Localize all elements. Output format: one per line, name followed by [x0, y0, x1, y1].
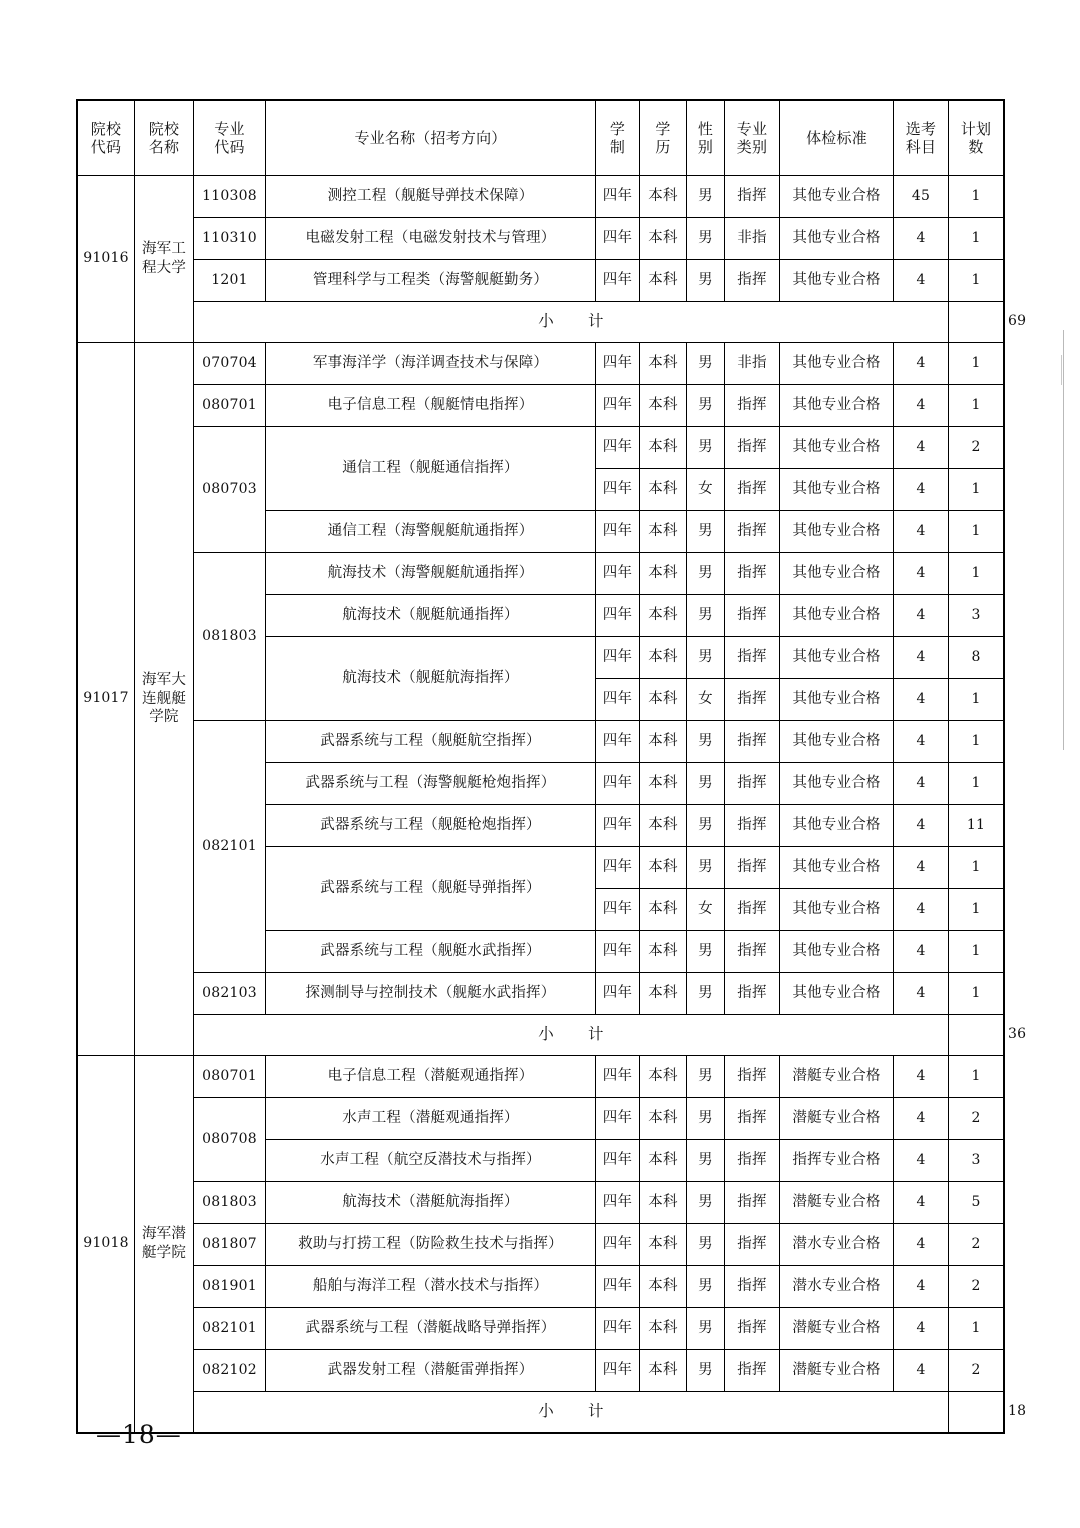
degree-cell: 本科 [640, 176, 687, 218]
plan-count-cell: 1 [949, 511, 1004, 553]
category-cell: 指挥 [725, 1140, 780, 1182]
years-cell: 四年 [596, 805, 640, 847]
header-years: 学 制 [596, 101, 640, 176]
major-name-cell: 武器系统与工程（舰艇枪炮指挥） [266, 805, 596, 847]
major-name-cell: 军事海洋学（海洋调查技术与保障） [266, 343, 596, 385]
physical-standard-cell: 其他专业合格 [780, 427, 894, 469]
table-row [78, 176, 1004, 218]
major-name-cell: 救助与打捞工程（防险救生技术与指挥） [266, 1224, 596, 1266]
years-cell: 四年 [596, 889, 640, 931]
years-cell: 四年 [596, 1266, 640, 1308]
elective-subject-cell: 4 [894, 889, 949, 931]
plan-count-cell: 1 [949, 553, 1004, 595]
school-name-cell: 海军大连舰艇学院 [135, 343, 194, 1056]
table-row [78, 1056, 1004, 1098]
major-code-cell: 080708 [194, 1098, 266, 1182]
major-code-cell: 110308 [194, 176, 266, 218]
category-cell: 指挥 [725, 1308, 780, 1350]
header-elective-subject: 选考 科目 [894, 101, 949, 176]
physical-standard-cell: 其他专业合格 [780, 637, 894, 679]
category-cell: 指挥 [725, 763, 780, 805]
page-number: —18— [96, 1420, 182, 1449]
years-cell: 四年 [596, 427, 640, 469]
physical-standard-cell: 其他专业合格 [780, 763, 894, 805]
major-name-cell: 探测制导与控制技术（舰艇水武指挥） [266, 973, 596, 1015]
sex-cell: 男 [687, 847, 725, 889]
years-cell: 四年 [596, 931, 640, 973]
category-cell: 指挥 [725, 637, 780, 679]
sex-cell: 男 [687, 721, 725, 763]
elective-subject-cell: 4 [894, 847, 949, 889]
sex-cell: 男 [687, 805, 725, 847]
physical-standard-cell: 指挥专业合格 [780, 1140, 894, 1182]
sex-cell: 女 [687, 889, 725, 931]
table-row [78, 721, 1004, 763]
elective-subject-cell: 4 [894, 1056, 949, 1098]
degree-cell: 本科 [640, 343, 687, 385]
major-name-cell: 武器系统与工程（潜艇战略导弹指挥） [266, 1308, 596, 1350]
school-code-cell: 91018 [78, 1056, 135, 1433]
major-name-cell: 航海技术（舰艇航海指挥） [266, 637, 596, 721]
years-cell: 四年 [596, 176, 640, 218]
subtotal-label: 小 计 [194, 1015, 949, 1056]
elective-subject-cell: 4 [894, 1350, 949, 1392]
category-cell: 指挥 [725, 1098, 780, 1140]
major-code-cell: 110310 [194, 218, 266, 260]
physical-standard-cell: 潜艇专业合格 [780, 1056, 894, 1098]
sex-cell: 女 [687, 679, 725, 721]
degree-cell: 本科 [640, 847, 687, 889]
sex-cell: 男 [687, 1056, 725, 1098]
degree-cell: 本科 [640, 1140, 687, 1182]
plan-count-cell: 5 [949, 1182, 1004, 1224]
elective-subject-cell: 4 [894, 1266, 949, 1308]
years-cell: 四年 [596, 595, 640, 637]
category-cell: 指挥 [725, 260, 780, 302]
physical-standard-cell: 潜水专业合格 [780, 1224, 894, 1266]
years-cell: 四年 [596, 679, 640, 721]
sex-cell: 男 [687, 218, 725, 260]
physical-standard-cell: 潜艇专业合格 [780, 1182, 894, 1224]
elective-subject-cell: 4 [894, 763, 949, 805]
elective-subject-cell: 4 [894, 805, 949, 847]
sex-cell: 男 [687, 385, 725, 427]
degree-cell: 本科 [640, 763, 687, 805]
category-cell: 指挥 [725, 176, 780, 218]
major-code-cell: 080701 [194, 385, 266, 427]
years-cell: 四年 [596, 1182, 640, 1224]
years-cell: 四年 [596, 218, 640, 260]
degree-cell: 本科 [640, 1098, 687, 1140]
major-name-cell: 航海技术（海警舰艇航通指挥） [266, 553, 596, 595]
degree-cell: 本科 [640, 889, 687, 931]
physical-standard-cell: 其他专业合格 [780, 511, 894, 553]
years-cell: 四年 [596, 721, 640, 763]
sex-cell: 男 [687, 763, 725, 805]
physical-standard-cell: 其他专业合格 [780, 889, 894, 931]
physical-standard-cell: 潜艇专业合格 [780, 1308, 894, 1350]
category-cell: 非指 [725, 343, 780, 385]
plan-count-cell: 2 [949, 1098, 1004, 1140]
category-cell: 指挥 [725, 1350, 780, 1392]
plan-count-cell: 2 [949, 1350, 1004, 1392]
school-code-cell: 91016 [78, 176, 135, 343]
years-cell: 四年 [596, 385, 640, 427]
physical-standard-cell: 其他专业合格 [780, 805, 894, 847]
table-row [78, 1308, 1004, 1350]
major-name-cell: 测控工程（舰艇导弹技术保障） [266, 176, 596, 218]
table-body [78, 176, 1027, 1433]
major-code-cell: 082103 [194, 973, 266, 1015]
table-row [78, 385, 1004, 427]
major-name-cell: 管理科学与工程类（海警舰艇勤务） [266, 260, 596, 302]
header-school-code: 院校 代码 [78, 101, 135, 176]
physical-standard-cell: 其他专业合格 [780, 679, 894, 721]
plan-count-cell: 1 [949, 847, 1004, 889]
plan-count-cell: 3 [949, 595, 1004, 637]
plan-count-cell: 3 [949, 1140, 1004, 1182]
years-cell: 四年 [596, 260, 640, 302]
years-cell: 四年 [596, 1308, 640, 1350]
table-row [78, 553, 1004, 595]
major-name-cell: 水声工程（潜艇观通指挥） [266, 1098, 596, 1140]
degree-cell: 本科 [640, 637, 687, 679]
category-cell: 指挥 [725, 427, 780, 469]
major-code-cell: 082101 [194, 721, 266, 973]
category-cell: 指挥 [725, 595, 780, 637]
elective-subject-cell: 4 [894, 679, 949, 721]
major-code-cell: 082101 [194, 1308, 266, 1350]
elective-subject-cell: 4 [894, 1182, 949, 1224]
degree-cell: 本科 [640, 1224, 687, 1266]
elective-subject-cell: 4 [894, 385, 949, 427]
major-name-cell: 船舶与海洋工程（潜水技术与指挥） [266, 1266, 596, 1308]
category-cell: 指挥 [725, 931, 780, 973]
plan-count-cell: 1 [949, 721, 1004, 763]
major-name-cell: 电磁发射工程（电磁发射技术与管理） [266, 218, 596, 260]
category-cell: 指挥 [725, 1056, 780, 1098]
degree-cell: 本科 [640, 511, 687, 553]
sex-cell: 男 [687, 511, 725, 553]
physical-standard-cell: 其他专业合格 [780, 931, 894, 973]
header-sex: 性 别 [687, 101, 725, 176]
years-cell: 四年 [596, 763, 640, 805]
sex-cell: 男 [687, 427, 725, 469]
physical-standard-cell: 其他专业合格 [780, 973, 894, 1015]
category-cell: 指挥 [725, 805, 780, 847]
degree-cell: 本科 [640, 805, 687, 847]
degree-cell: 本科 [640, 427, 687, 469]
years-cell: 四年 [596, 1224, 640, 1266]
plan-count-cell: 2 [949, 1266, 1004, 1308]
degree-cell: 本科 [640, 931, 687, 973]
physical-standard-cell: 其他专业合格 [780, 553, 894, 595]
sex-cell: 男 [687, 1140, 725, 1182]
years-cell: 四年 [596, 1098, 640, 1140]
subtotal-blank-cell [949, 302, 1004, 343]
elective-subject-cell: 4 [894, 218, 949, 260]
physical-standard-cell: 其他专业合格 [780, 385, 894, 427]
sex-cell: 男 [687, 1350, 725, 1392]
physical-standard-cell: 潜艇专业合格 [780, 1098, 894, 1140]
major-code-cell: 081807 [194, 1224, 266, 1266]
table-row [78, 427, 1004, 469]
table-row [78, 1350, 1004, 1392]
table-row [78, 343, 1004, 385]
physical-standard-cell: 其他专业合格 [780, 595, 894, 637]
elective-subject-cell: 4 [894, 427, 949, 469]
scan-edge-artifact [1063, 330, 1064, 750]
header-school-name: 院校 名称 [135, 101, 194, 176]
major-code-cell: 080703 [194, 427, 266, 553]
table-row [78, 1224, 1004, 1266]
degree-cell: 本科 [640, 218, 687, 260]
major-code-cell: 081901 [194, 1266, 266, 1308]
degree-cell: 本科 [640, 469, 687, 511]
elective-subject-cell: 4 [894, 1224, 949, 1266]
elective-subject-cell: 4 [894, 637, 949, 679]
category-cell: 指挥 [725, 469, 780, 511]
major-name-cell: 电子信息工程（潜艇观通指挥） [266, 1056, 596, 1098]
sex-cell: 男 [687, 553, 725, 595]
category-cell: 指挥 [725, 889, 780, 931]
years-cell: 四年 [596, 1140, 640, 1182]
admissions-plan-table [77, 100, 1027, 1433]
plan-count-cell: 1 [949, 1056, 1004, 1098]
years-cell: 四年 [596, 469, 640, 511]
sex-cell: 男 [687, 1308, 725, 1350]
degree-cell: 本科 [640, 553, 687, 595]
subtotal-row: 小 计 69 [78, 302, 1004, 343]
years-cell: 四年 [596, 847, 640, 889]
table-row [78, 1182, 1004, 1224]
header-major-name: 专业名称（招考方向） [266, 101, 596, 176]
years-cell: 四年 [596, 1056, 640, 1098]
plan-count-cell: 1 [949, 469, 1004, 511]
years-cell: 四年 [596, 1350, 640, 1392]
major-name-cell: 通信工程（舰艇通信指挥） [266, 427, 596, 511]
sex-cell: 男 [687, 637, 725, 679]
physical-standard-cell: 潜艇专业合格 [780, 1350, 894, 1392]
header-degree: 学 历 [640, 101, 687, 176]
plan-count-cell: 1 [949, 889, 1004, 931]
major-name-cell: 武器系统与工程（海警舰艇枪炮指挥） [266, 763, 596, 805]
major-name-cell: 航海技术（潜艇航海指挥） [266, 1182, 596, 1224]
plan-count-cell: 1 [949, 385, 1004, 427]
degree-cell: 本科 [640, 1056, 687, 1098]
physical-standard-cell: 其他专业合格 [780, 218, 894, 260]
major-name-cell: 通信工程（海警舰艇航通指挥） [266, 511, 596, 553]
table-row [78, 973, 1004, 1015]
major-name-cell: 武器系统与工程（舰艇航空指挥） [266, 721, 596, 763]
elective-subject-cell: 4 [894, 511, 949, 553]
plan-count-cell: 1 [949, 679, 1004, 721]
major-name-cell: 武器系统与工程（舰艇导弹指挥） [266, 847, 596, 931]
years-cell: 四年 [596, 637, 640, 679]
sex-cell: 男 [687, 260, 725, 302]
elective-subject-cell: 4 [894, 553, 949, 595]
table-row [78, 1266, 1004, 1308]
subtotal-blank-cell [949, 1015, 1004, 1056]
elective-subject-cell: 4 [894, 721, 949, 763]
table-row [78, 260, 1004, 302]
degree-cell: 本科 [640, 260, 687, 302]
physical-standard-cell: 其他专业合格 [780, 343, 894, 385]
sex-cell: 男 [687, 343, 725, 385]
subtotal-row: 小 计 18 [78, 1392, 1004, 1433]
elective-subject-cell: 45 [894, 176, 949, 218]
sex-cell: 男 [687, 1182, 725, 1224]
major-code-cell: 081803 [194, 1182, 266, 1224]
category-cell: 指挥 [725, 385, 780, 427]
plan-count-cell: 1 [949, 260, 1004, 302]
sex-cell: 男 [687, 176, 725, 218]
category-cell: 指挥 [725, 511, 780, 553]
subtotal-blank-cell [949, 1392, 1004, 1433]
sex-cell: 男 [687, 931, 725, 973]
header-physical-standard: 体检标准 [780, 101, 894, 176]
degree-cell: 本科 [640, 385, 687, 427]
elective-subject-cell: 4 [894, 469, 949, 511]
table-header [78, 101, 1004, 176]
major-code-cell: 082102 [194, 1350, 266, 1392]
degree-cell: 本科 [640, 679, 687, 721]
major-code-cell: 1201 [194, 260, 266, 302]
major-name-cell: 武器系统与工程（舰艇水武指挥） [266, 931, 596, 973]
category-cell: 指挥 [725, 1224, 780, 1266]
header-row [78, 101, 1004, 176]
degree-cell: 本科 [640, 1350, 687, 1392]
major-code-cell: 070704 [194, 343, 266, 385]
years-cell: 四年 [596, 973, 640, 1015]
category-cell: 指挥 [725, 679, 780, 721]
elective-subject-cell: 4 [894, 260, 949, 302]
subtotal-row: 小 计 36 [78, 1015, 1004, 1056]
years-cell: 四年 [596, 553, 640, 595]
major-name-cell: 航海技术（舰艇航通指挥） [266, 595, 596, 637]
category-cell: 指挥 [725, 721, 780, 763]
header-category: 专业 类别 [725, 101, 780, 176]
category-cell: 非指 [725, 218, 780, 260]
elective-subject-cell: 4 [894, 1140, 949, 1182]
plan-count-cell: 1 [949, 763, 1004, 805]
sex-cell: 男 [687, 1098, 725, 1140]
physical-standard-cell: 其他专业合格 [780, 176, 894, 218]
plan-count-cell: 1 [949, 973, 1004, 1015]
table-row [78, 218, 1004, 260]
major-name-cell: 电子信息工程（舰艇情电指挥） [266, 385, 596, 427]
degree-cell: 本科 [640, 973, 687, 1015]
school-name-cell: 海军潜艇学院 [135, 1056, 194, 1433]
category-cell: 指挥 [725, 553, 780, 595]
plan-count-cell: 1 [949, 343, 1004, 385]
plan-count-cell: 11 [949, 805, 1004, 847]
plan-count-cell: 8 [949, 637, 1004, 679]
degree-cell: 本科 [640, 1182, 687, 1224]
major-code-cell: 081803 [194, 553, 266, 721]
scan-edge-artifact-secondary [1061, 355, 1062, 385]
category-cell: 指挥 [725, 1266, 780, 1308]
subtotal-label: 小 计 [194, 1392, 949, 1433]
physical-standard-cell: 其他专业合格 [780, 469, 894, 511]
plan-count-cell: 1 [949, 218, 1004, 260]
plan-count-cell: 1 [949, 176, 1004, 218]
major-code-cell: 080701 [194, 1056, 266, 1098]
subtotal-label: 小 计 [194, 302, 949, 343]
degree-cell: 本科 [640, 1266, 687, 1308]
school-name-cell: 海军工程大学 [135, 176, 194, 343]
sex-cell: 男 [687, 1266, 725, 1308]
plan-count-cell: 1 [949, 931, 1004, 973]
sex-cell: 男 [687, 1224, 725, 1266]
elective-subject-cell: 4 [894, 931, 949, 973]
category-cell: 指挥 [725, 1182, 780, 1224]
plan-count-cell: 2 [949, 427, 1004, 469]
elective-subject-cell: 4 [894, 1098, 949, 1140]
major-name-cell: 武器发射工程（潜艇雷弹指挥） [266, 1350, 596, 1392]
degree-cell: 本科 [640, 595, 687, 637]
plan-count-cell: 2 [949, 1224, 1004, 1266]
header-plan-count: 计划 数 [949, 101, 1004, 176]
years-cell: 四年 [596, 343, 640, 385]
degree-cell: 本科 [640, 1308, 687, 1350]
school-code-cell: 91017 [78, 343, 135, 1056]
elective-subject-cell: 4 [894, 595, 949, 637]
sex-cell: 男 [687, 595, 725, 637]
degree-cell: 本科 [640, 721, 687, 763]
table-row [78, 1098, 1004, 1140]
category-cell: 指挥 [725, 847, 780, 889]
physical-standard-cell: 潜水专业合格 [780, 1266, 894, 1308]
sex-cell: 男 [687, 973, 725, 1015]
elective-subject-cell: 4 [894, 973, 949, 1015]
years-cell: 四年 [596, 511, 640, 553]
elective-subject-cell: 4 [894, 343, 949, 385]
physical-standard-cell: 其他专业合格 [780, 721, 894, 763]
sex-cell: 女 [687, 469, 725, 511]
major-name-cell: 水声工程（航空反潜技术与指挥） [266, 1140, 596, 1182]
physical-standard-cell: 其他专业合格 [780, 847, 894, 889]
elective-subject-cell: 4 [894, 1308, 949, 1350]
plan-count-cell: 1 [949, 1308, 1004, 1350]
physical-standard-cell: 其他专业合格 [780, 260, 894, 302]
header-major-code: 专业 代码 [194, 101, 266, 176]
category-cell: 指挥 [725, 973, 780, 1015]
